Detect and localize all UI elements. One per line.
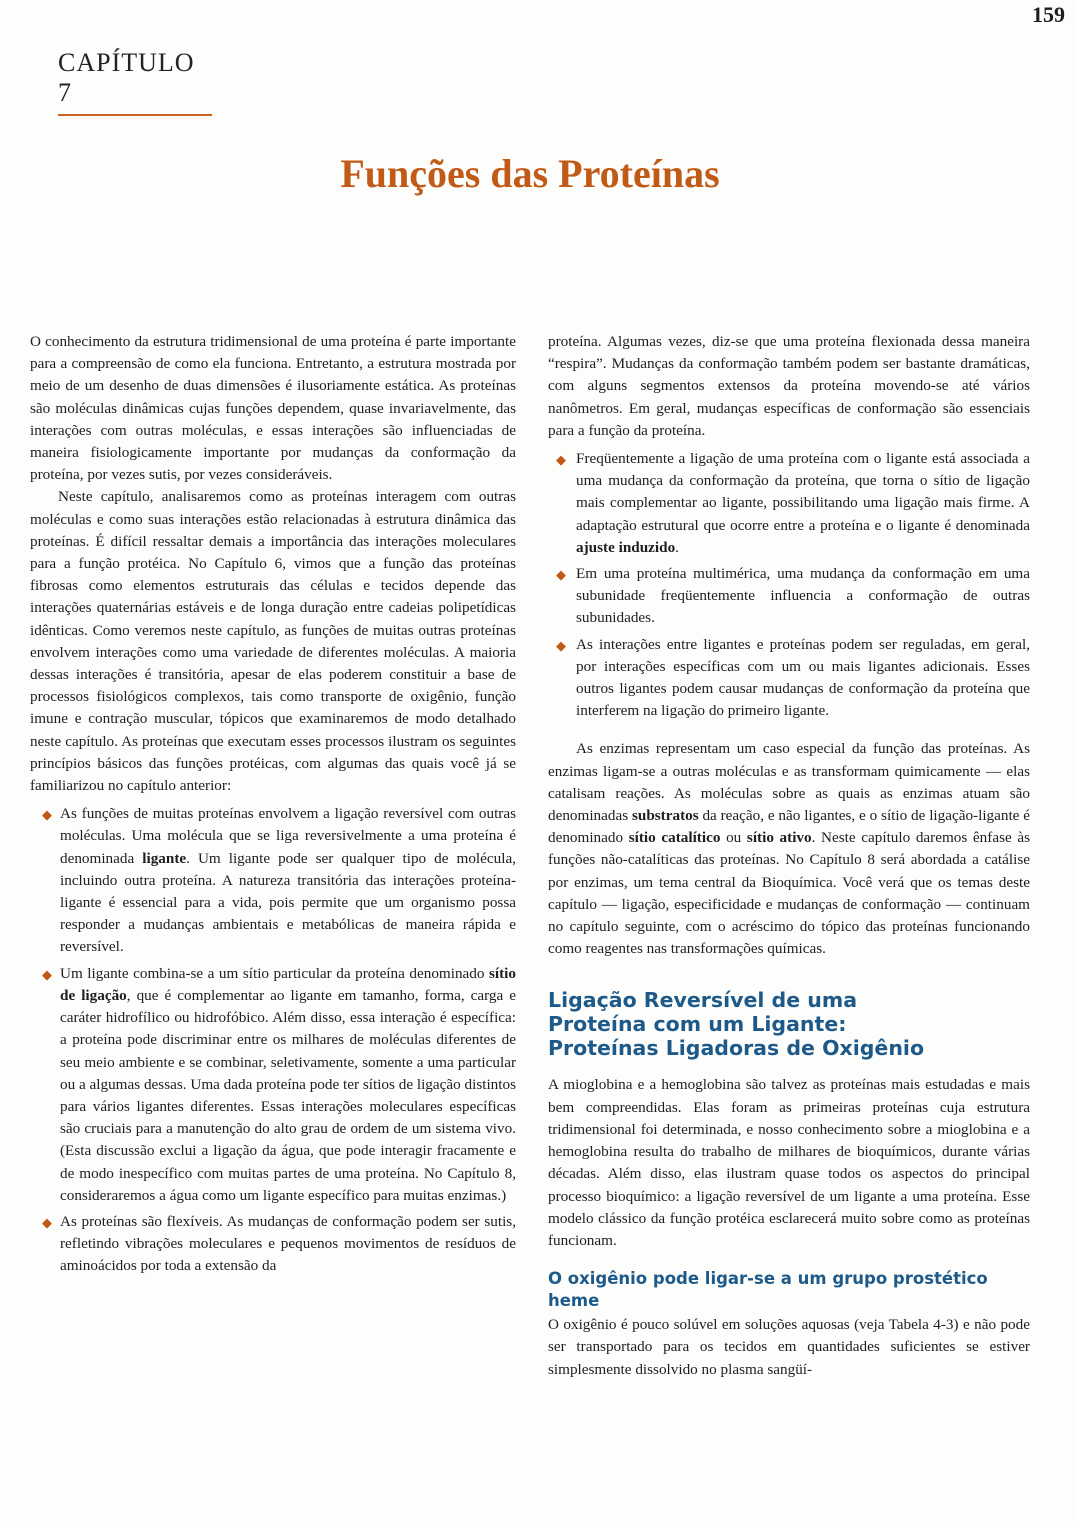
intro-paragraph: O conhecimento da estrutura tridimensional de uma proteína é parte importante para a compreensão de como ela funciona. Entretanto, a estrutura mostrada por meio de um desenho de duas dimensões é ilusoriamente estática. As proteínas são moléculas dinâmicas cujas funções dependem, quase invariavelmente, das interações com outras moléculas, e essas interações são influenciadas de maneira fisiologicamente importante por mudanças da conformação da proteína, por vezes sutis, por vezes consideráveis. xyxy=(30,333,516,484)
right-column xyxy=(548,331,1030,1381)
diamond-bullet-icon: ◆ xyxy=(556,567,566,583)
list-item: ◆ Um ligante combina-se a um sítio particular da proteína denominado sítio de ligação, que é complementar ao ligante em tamanho, forma, carga e caráter hidrofílico ou hidrofóbico. Além disso, essa interação é específica: a proteína pode discriminar entre os milhares de moléculas diferentes de seu meio ambiente e se combinar, seletivamente, somente a uma particular ou a algumas dessas. Uma dada proteína pode ter sítios de ligação distintos para vários ligantes diferentes. Essas interações moleculares específicas são cruciais para a manutenção do alto grau de ordem de um sistema vivo. (Esta discussão exclui a ligação da água, que pode interagir fracamente e de modo inespecífico com muitas partes de uma proteína. No Capítulo 8, consideraremos a água como um ligante específico para muitas enzimas.) xyxy=(42,964,516,1204)
body-paragraph: proteína. Algumas vezes, diz-se que uma proteína flexionada dessa maneira “respira”. Mudanças da conformação também podem ser bastante dramáticas, com alguns segmentos extensos da proteína movendo-se até vários nanômetros. Em geral, mudanças específicas de conformação são essenciais para a função da proteína. xyxy=(548,333,1030,439)
diamond-bullet-icon: ◆ xyxy=(42,1214,52,1230)
diamond-bullet-icon: ◆ xyxy=(42,807,52,823)
term-ligante: ligante xyxy=(142,849,187,867)
subsection-heading: O oxigênio pode ligar-se a um grupo prostético heme xyxy=(548,1269,988,1311)
diamond-bullet-icon: ◆ xyxy=(556,637,566,653)
term-sitio-ativo: sítio ativo xyxy=(746,829,812,847)
term-sitio-de-ligacao: sítio de ligação xyxy=(60,964,516,1004)
body-paragraph: A mioglobina e a hemoglobina são talvez as proteínas mais estudadas e mais bem compreendidas. Elas foram as primeiras proteínas cuja estrutura tridimensional foi determinada, e nosso conhecimento sobre a mioglobina e a hemoglobina resulta do trabalho de milhares de bioquímicos, durante várias décadas. Além disso, elas ilustram quase todos os aspectos do principal processo bioquímico: a ligação reversível de um ligante a uma proteína. Esse modelo clássico da função protéica esclarecerá muito sobre como as proteínas funcionam. xyxy=(548,1076,1030,1249)
body-paragraph: O oxigênio é pouco solúvel em soluções aquosas (veja Tabela 4-3) e não pode ser transportado para os tecidos em quantidades suficientes se estiver simplesmente dissolvido no plasma sangüí- xyxy=(548,1316,1030,1378)
page-number: 159 xyxy=(1032,2,1065,27)
list-item: ◆ As funções de muitas proteínas envolvem a ligação reversível com outras moléculas. Uma molécula que se liga reversivelmente a uma proteína é denominada ligante. Um ligante pode ser qualquer tipo de molécula, incluindo outra proteína. A natureza transitória das interações proteína-ligante é essencial para a vida, pois permite que um organismo possa responder a mudanças ambientais e metabólicas de maneira rápida e reversível. xyxy=(42,805,516,956)
list-item: ◆ As proteínas são flexíveis. As mudanças de conformação podem ser sutis, refletindo vibrações moleculares e pequenos movimentos de resíduos de aminoácidos por toda a extensão da xyxy=(42,1212,516,1275)
diamond-bullet-icon: ◆ xyxy=(42,966,52,982)
chapter-title: Funções das Proteínas xyxy=(340,151,720,196)
list-item: ◆ As interações entre ligantes e proteínas podem ser reguladas, em geral, por interações específicas com um ou mais ligantes adicionais. Esses outros ligantes podem causar mudanças de conformação da proteína que interferem na ligação do primeiro ligante. xyxy=(556,635,1030,720)
term-substratos: substratos xyxy=(631,807,699,825)
principles-list xyxy=(30,803,516,1277)
list-item: ◆ Freqüentemente a ligação de uma proteína com o ligante está associada a uma mudança da conformação da proteína, que torna o sítio de ligação mais complementar ao ligante, possibilitando uma ligação mais firme. A adaptação estrutural que ocorre entre a proteína e o ligante é denominada ajuste induzido. xyxy=(556,450,1030,556)
diamond-bullet-icon: ◆ xyxy=(556,452,566,468)
section-heading: Ligação Reversível de uma Proteína com um Ligante: Proteínas Ligadoras de Oxigênio xyxy=(548,988,925,1061)
term-sitio-catalitico: sítio catalítico xyxy=(628,829,721,847)
body-paragraph: As enzimas representam um caso especial da função das proteínas. As enzimas ligam-se a outras moléculas e as transformam quimicamente — elas catalisam reações. As moléculas sobre as quais as enzimas atuam são denominadas substratos da reação, e não ligantes, e o sítio de ligação-ligante é denominado sítio catalítico ou sítio ativo. Neste capítulo daremos ênfase às funções não-catalíticas das proteínas. No Capítulo 8 será abordada a catálise por enzimas, um tema central da Bioquímica. Você verá que os temas deste capítulo — ligação, especificidade e mudanças de conformação — continuam no capítulo seguinte, com o acréscimo do tópico das proteínas funcionando como reagentes nas transformações químicas. xyxy=(548,740,1031,958)
body-paragraph: Neste capítulo, analisaremos como as proteínas interagem com outras moléculas e como suas interações estão relacionadas à estrutura dinâmica das proteínas. É difícil ressaltar demais a importância das interações moleculares para a função protéica. No Capítulo 6, vimos que a função das proteínas fibrosas como elementos estruturais das células e tecidos depende das interações quaternárias estáveis e de longa duração entre cadeias polipetídicas idênticas. Como veremos neste capítulo, as funções de muitas outras proteínas envolvem interações como uma variedade de diferentes moléculas. A maioria dessas interações é transitória, apesar de elas poderem constituir a base de processos fisiológicos complexos, tais como transporte de oxigênio, função imune e contração muscular, tópicos que examinaremos de modo detalhado neste capítulo. As proteínas que executam esses processos ilustram os seguintes princípios básicos das funções protéicas, com algumas das quais você já se familiarizou no capítulo anterior: xyxy=(30,488,516,795)
list-item: ◆ Em uma proteína multimérica, uma mudança da conformação em uma subunidade freqüentemente influencia a conformação de outras subunidades. xyxy=(556,565,1030,627)
principles-list-continued xyxy=(548,448,1030,722)
term-ajuste-induzido: ajuste induzido xyxy=(576,538,676,556)
chapter-label: CAPÍTULO 7 xyxy=(58,48,212,116)
left-column xyxy=(30,331,516,1282)
